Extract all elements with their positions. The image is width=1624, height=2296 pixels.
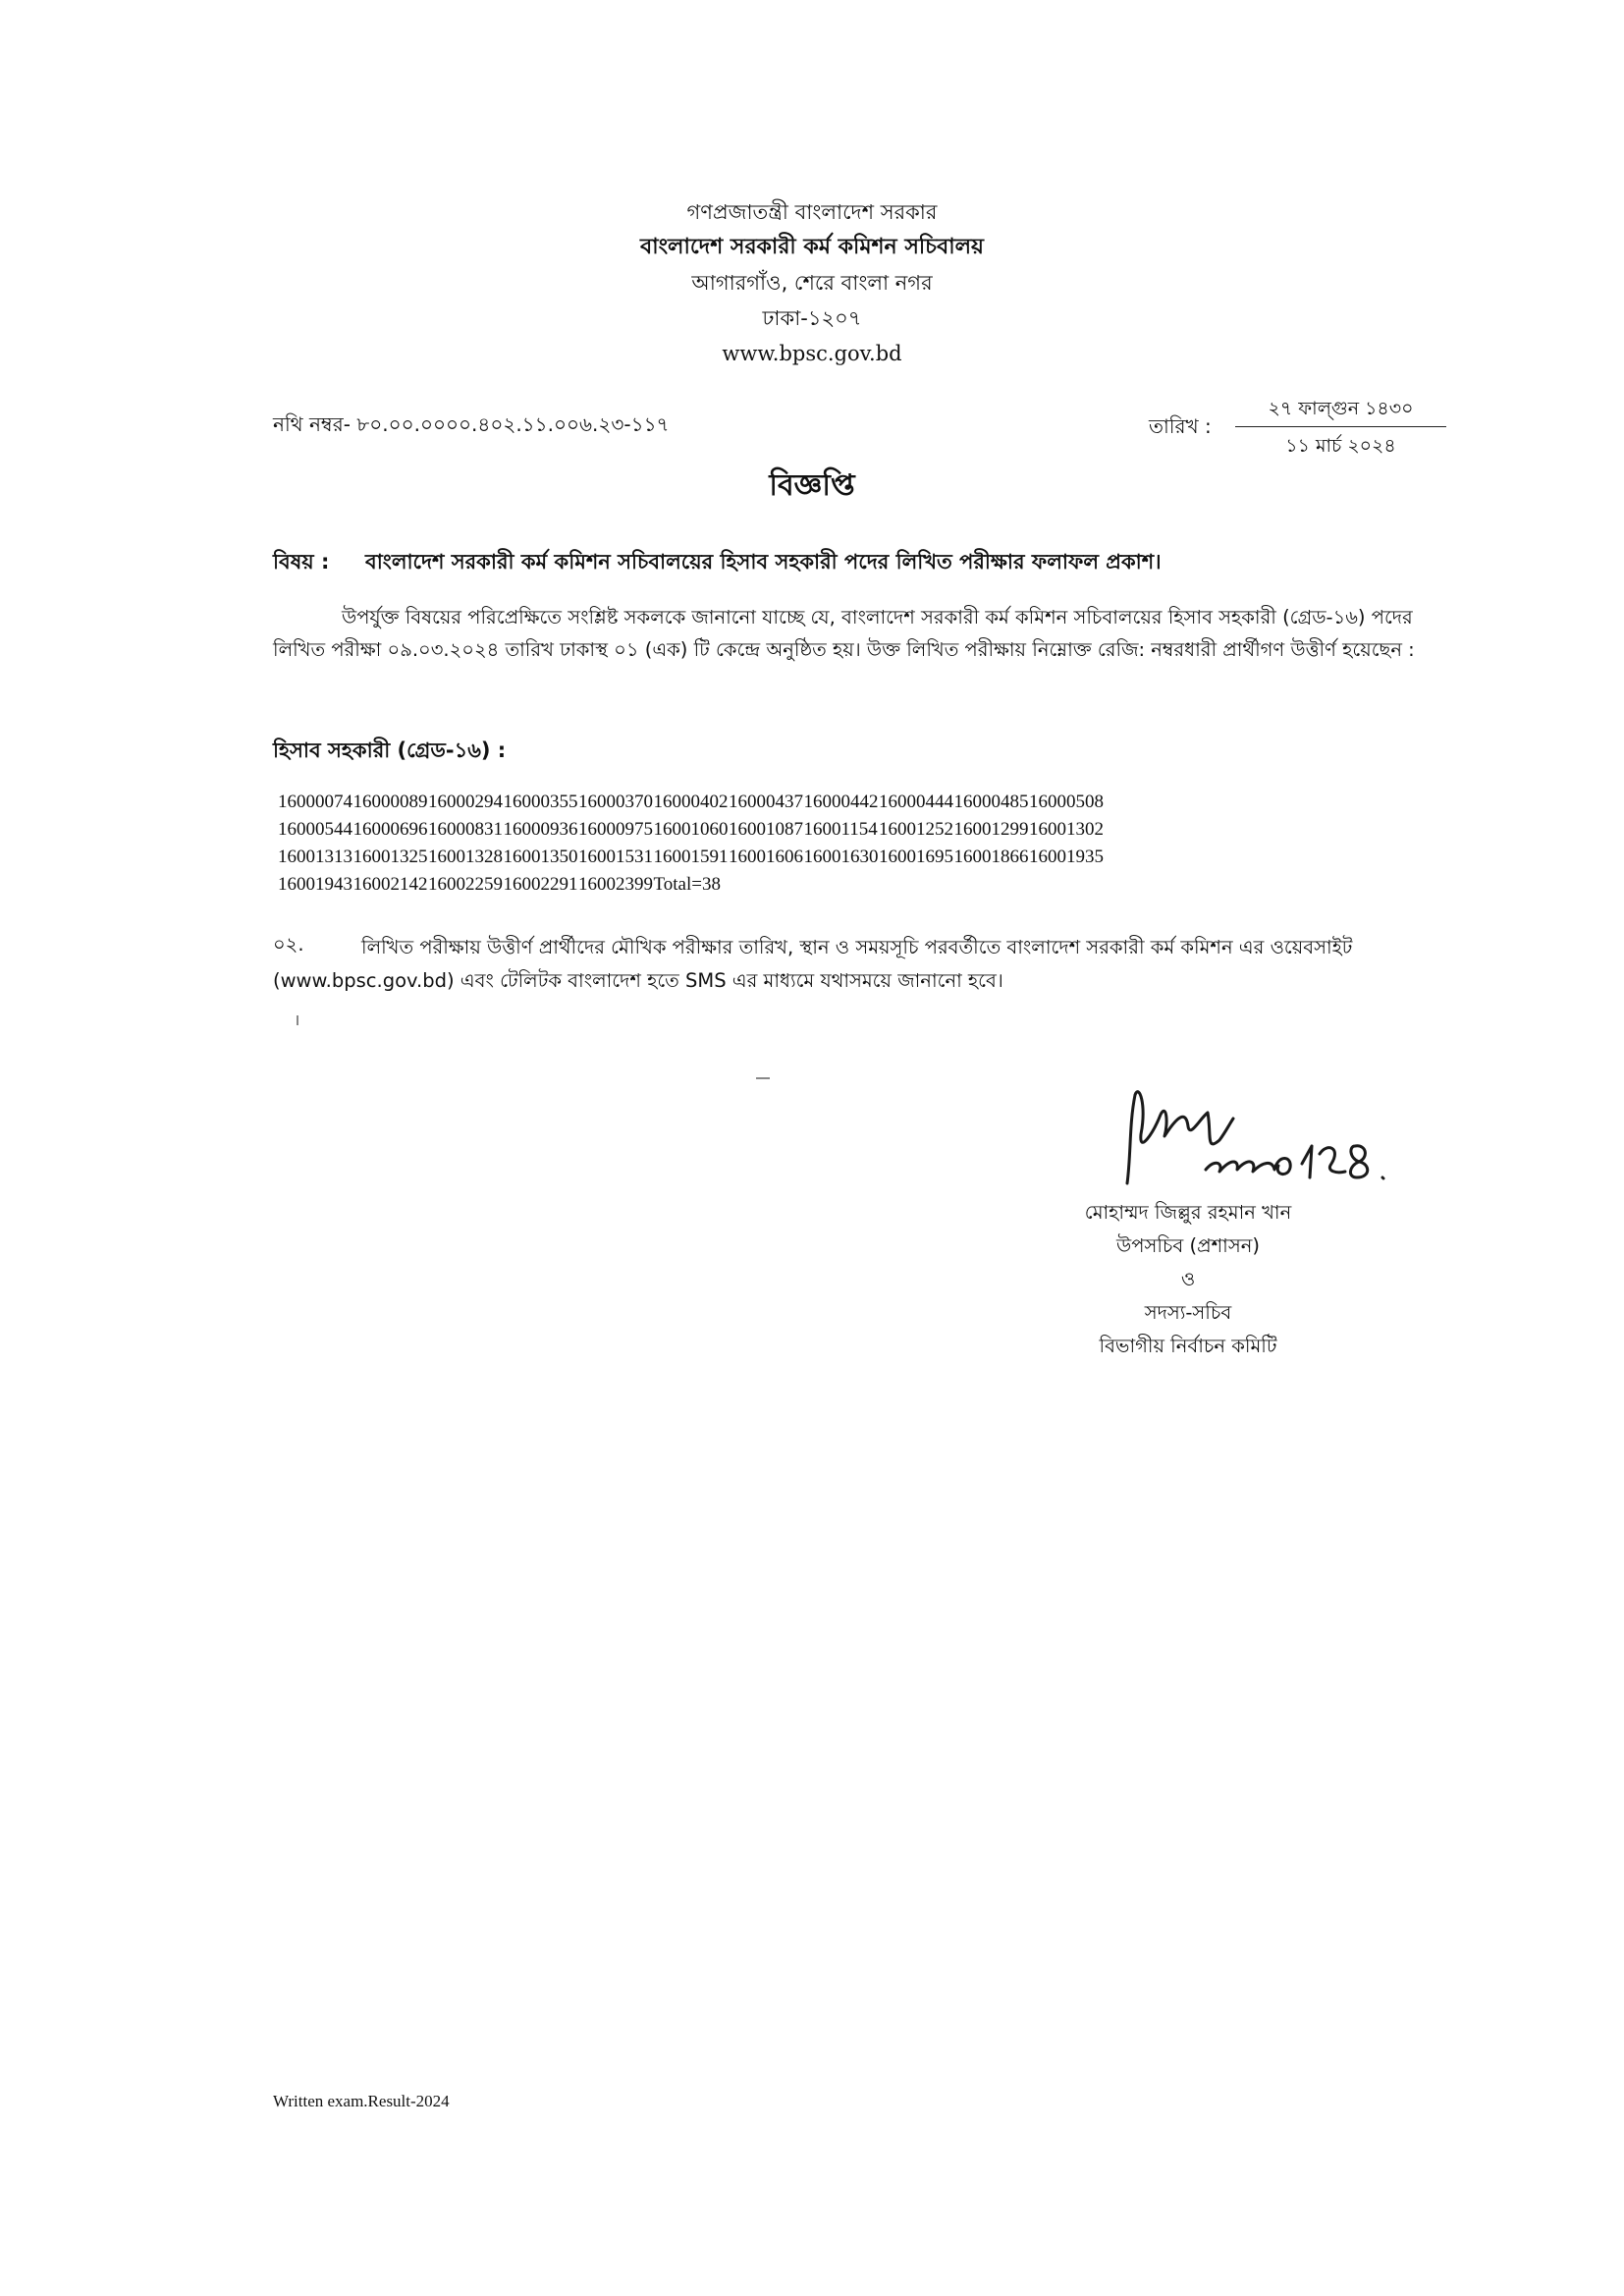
roll-number: 16002259: [428, 874, 503, 895]
notice-paragraph-1: [273, 601, 1441, 666]
roll-number: 16000442: [803, 792, 879, 812]
roll-number: 16000355: [503, 792, 578, 812]
office-name: বাংলাদেশ সরকারী কর্ম কমিশন সচিবালয়: [639, 235, 985, 259]
roll-number: 16001630: [803, 847, 879, 867]
roll-number: 16001606: [729, 847, 803, 867]
roll-number: 16001252: [879, 819, 953, 840]
roll-number: 16000294: [428, 792, 503, 812]
roll-number: 16002399: [578, 874, 653, 895]
date-block: [1235, 393, 1446, 461]
government-name: গণপ্রজাতন্ত্রী বাংলাদেশ সরকার: [686, 200, 938, 224]
paragraph-2-number: ০২.: [273, 933, 304, 956]
post-heading: হিসাব সহকারী (গ্রেড-১৬) :: [273, 738, 507, 762]
roll-number: 16001299: [953, 819, 1029, 840]
roll-number: 16002291: [503, 874, 578, 895]
roll-number: 16000936: [503, 819, 578, 840]
date-label: তারিখ :: [1149, 414, 1212, 438]
date-divider: [1235, 426, 1446, 427]
roll-number: 16000831: [428, 819, 503, 840]
office-website: www.bpsc.gov.bd: [722, 342, 902, 365]
date-bangla: ২৭ ফাল্গুন ১৪৩০: [1268, 398, 1414, 419]
roll-number: 16001060: [653, 819, 729, 840]
subject-label: বিষয় :: [273, 550, 330, 574]
roll-number: 16001935: [1029, 847, 1104, 867]
roll-number: 16000370: [578, 792, 653, 812]
subject-text: বাংলাদেশ সরকারী কর্ম কমিশন সচিবালয়ের হিসাব সহকারী পদের লিখিত পরীক্ষার ফলাফল প্রকাশ।: [365, 550, 1162, 574]
date-gregorian: ১১ মার্চ ২০২৪: [1285, 435, 1396, 457]
roll-number: 16000485: [953, 792, 1029, 812]
roll-number: 16001302: [1029, 819, 1104, 840]
roll-number: 16001695: [879, 847, 953, 867]
roll-number: 16001154: [803, 819, 878, 840]
roll-number: 16000074: [278, 792, 352, 812]
roll-row: [278, 816, 1105, 844]
memo-number: নথি নম্বর- ৮০.০০.০০০০.৪০২.১১.০০৬.২৩-১১৭: [273, 412, 670, 436]
roll-number: 16000696: [352, 819, 428, 840]
signatory-role: সদস্য-সচিব: [1144, 1301, 1232, 1324]
roll-row: [278, 844, 1105, 871]
roll-number: 16001943: [278, 874, 352, 895]
roll-number: 16001591: [653, 847, 729, 867]
roll-number: 16001350: [503, 847, 578, 867]
letterhead: [0, 194, 1624, 371]
roll-number: 16000544: [278, 819, 352, 840]
signatory-name: মোহাম্মদ জিল্লুর রহমান খান: [1084, 1201, 1292, 1224]
office-city: ঢাকা-১২০৭: [762, 306, 862, 330]
roll-number: 16000508: [1029, 792, 1104, 812]
signatory-designation: উপসচিব (প্রশাসন): [1116, 1234, 1260, 1257]
paragraph-1-text: উপর্যুক্ত বিষয়ের পরিপ্রেক্ষিতে সংশ্লিষ্ট সকলকে জানানো যাচ্ছে যে, বাংলাদেশ সরকারী কর্ম কমিশন সচিবালয়ের হিসাব সহকারী (গ্রেড-১৬) পদের লিখিত পরীক্ষা ০৯.০৩.২০২৪ তারিখ ঢাকাস্থ ০১ (এক) টি কেন্দ্রে অনুষ্ঠিত হয়। উক্ত লিখিত পরীক্ষায় নিম্নোক্ত রেজি: নম্বরধারী প্রার্থীগণ উত্তীর্ণ হয়েছেন :: [273, 606, 1415, 661]
signatory-block: [1021, 1196, 1355, 1363]
scan-mark: [756, 1077, 770, 1079]
total-count: Total=38: [653, 874, 721, 895]
roll-number: 16002142: [352, 874, 428, 895]
roll-number: 16001087: [729, 819, 803, 840]
scan-mark: [297, 1015, 298, 1025]
notice-paragraph-2: [273, 931, 1441, 998]
office-address: আগারগাঁও, শেরে বাংলা নগর: [691, 271, 933, 295]
roll-number: 16000437: [729, 792, 803, 812]
paragraph-2-text: লিখিত পরীক্ষায় উত্তীর্ণ প্রার্থীদের মৌখিক পরীক্ষার তারিখ, স্থান ও সময়সূচি পরবর্তীতে বাংলাদেশ সরকারী কর্ম কমিশন এর ওয়েবসাইট (www.bpsc.gov.bd) এবং টেলিটক বাংলাদেশ হতে SMS এর মাধ্যমে যথাসময়ে জানানো হবে।: [273, 936, 1353, 992]
handwritten-signature: [1110, 1075, 1434, 1203]
roll-number: 16001313: [278, 847, 352, 867]
registration-number-list: [278, 789, 1105, 899]
roll-number: 16001328: [428, 847, 503, 867]
roll-number: 16000975: [578, 819, 653, 840]
roll-number: 16001531: [578, 847, 653, 867]
roll-number: 16001866: [953, 847, 1029, 867]
roll-number: 16000089: [352, 792, 428, 812]
roll-number: 16000402: [653, 792, 729, 812]
roll-row: [278, 789, 1105, 816]
roll-number: 16000444: [879, 792, 953, 812]
roll-number: 16001325: [352, 847, 428, 867]
roll-row: [278, 871, 1105, 899]
footer-reference: Written exam.Result-2024: [273, 2092, 450, 2110]
signatory-committee: বিভাগীয় নির্বাচন কমিটি: [1099, 1335, 1277, 1357]
notice-title: বিজ্ঞপ্তি: [769, 468, 855, 503]
signatory-conjunction: ও: [1180, 1268, 1196, 1290]
